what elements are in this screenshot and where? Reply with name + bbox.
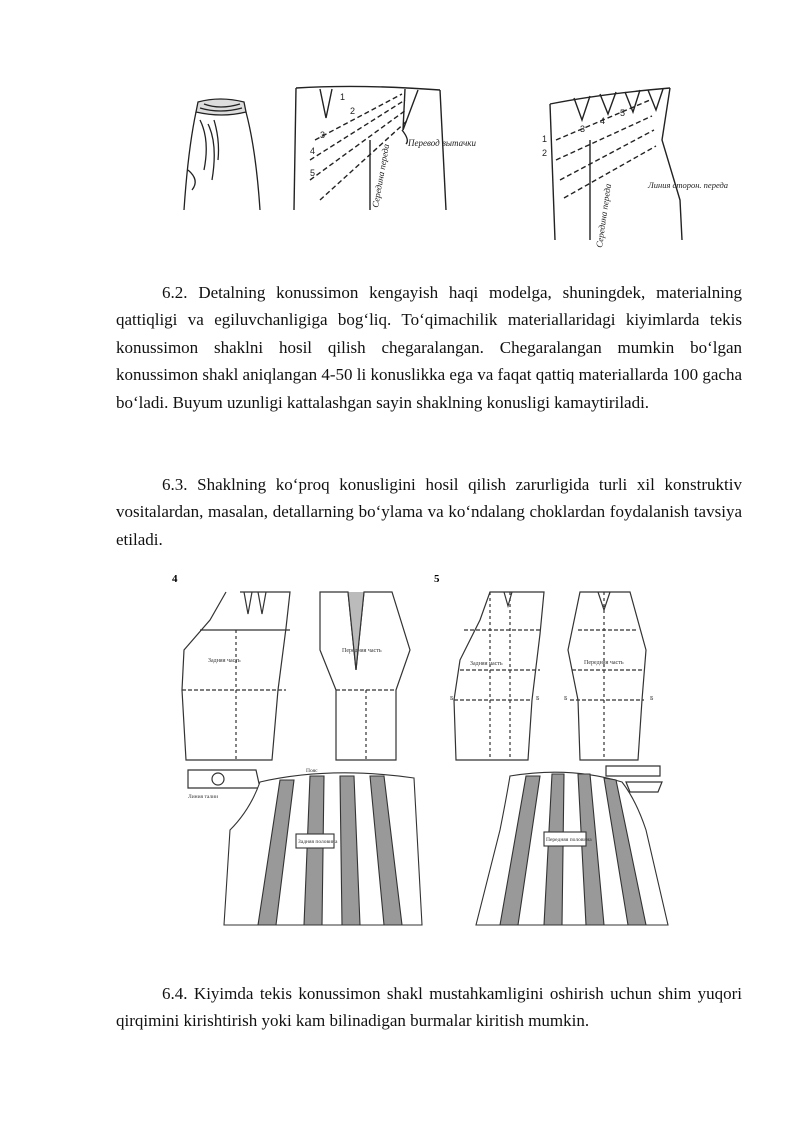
draft-b-number: 2: [542, 148, 548, 158]
letter-b: Б: [450, 696, 454, 702]
trouser-draft-a: [182, 592, 410, 800]
waist-note: Линия талии: [188, 794, 219, 800]
letter-b: Б: [564, 696, 568, 702]
draft-b-number: 3: [580, 124, 586, 134]
paragraph-6-4: 6.4. Kiyimda tekis konussimon shakl mustahkamligini oshirish uchun shim yuqori qirqimini kirishtirish yoki kam bilinadigan burmalar kiritish mumkin.: [116, 984, 742, 1031]
skirt-draft-b: [476, 772, 668, 925]
draft-a-number: 4: [310, 146, 316, 156]
skirt-draft-figure: [170, 80, 730, 250]
back-part-label-a: Задняя часть: [208, 658, 241, 664]
skirt-front-label: Передняя половина: [546, 837, 592, 843]
skirt-draft-a: [224, 768, 422, 925]
letter-b: Б: [650, 696, 654, 702]
center-line-label-a: Середина переда: [370, 143, 392, 209]
panel-b-label: 5: [434, 573, 440, 585]
draped-skirt-sketch: [184, 99, 260, 210]
trouser-skirt-draft-figure: [160, 570, 680, 930]
draft-b-number: 5: [620, 108, 626, 118]
draft-b-number: 4: [600, 116, 606, 126]
trouser-draft-b: [450, 592, 662, 792]
belt-label: Пояс: [306, 768, 318, 774]
skirt-back-label: Задняя половина: [298, 839, 338, 845]
draft-a-number: 5: [310, 168, 316, 178]
draft-a-number: 2: [350, 106, 356, 116]
paragraph-6-2: 6.2. Detalning konussimon kengayish haqi modelga, shuningdek, materialning qattiqligi va egiluvchanligiga bog‘liq. To‘qimachilik materiallaridagi kiyimlarda tekis konussimon shaklni hosil qilish chegaralangan. Chegaralangan mumkin bo‘lgan konussimon shakl aniqlangan 4-50 li konuslikka ega va faqat qattiq materiallarda 100 gacha bo‘ladi. Buyum uzunligi kattalashgan sayin shaklning konusligi kamaytiriladi.: [116, 283, 742, 412]
panel-a-label: 4: [172, 573, 178, 585]
front-part-label-a: Передняя часть: [342, 648, 382, 654]
center-line-label-b: Середина переда: [594, 183, 613, 249]
letter-b: Б: [536, 696, 540, 702]
paragraph-6-3: 6.3. Shaklning ko‘proq konusligini hosil qilish zarurligida turli xil konstruktiv vositalardan, masalan, detallarning bo‘ylama va ko‘ndalang choklardan foydalanish tavsiya etiladi.: [116, 475, 742, 549]
skirt-draft-a: [294, 86, 476, 210]
fold-label: Перевод вытачки: [408, 138, 476, 148]
draft-a-number: 3: [320, 130, 326, 140]
draft-a-number: 1: [340, 92, 346, 102]
draft-b-number: 1: [542, 134, 548, 144]
side-label: Линия сторон. переда: [648, 180, 729, 190]
front-part-label-b: Передняя часть: [584, 660, 624, 666]
skirt-draft-b: [542, 88, 728, 248]
back-part-label-b: Задняя часть: [470, 661, 503, 667]
